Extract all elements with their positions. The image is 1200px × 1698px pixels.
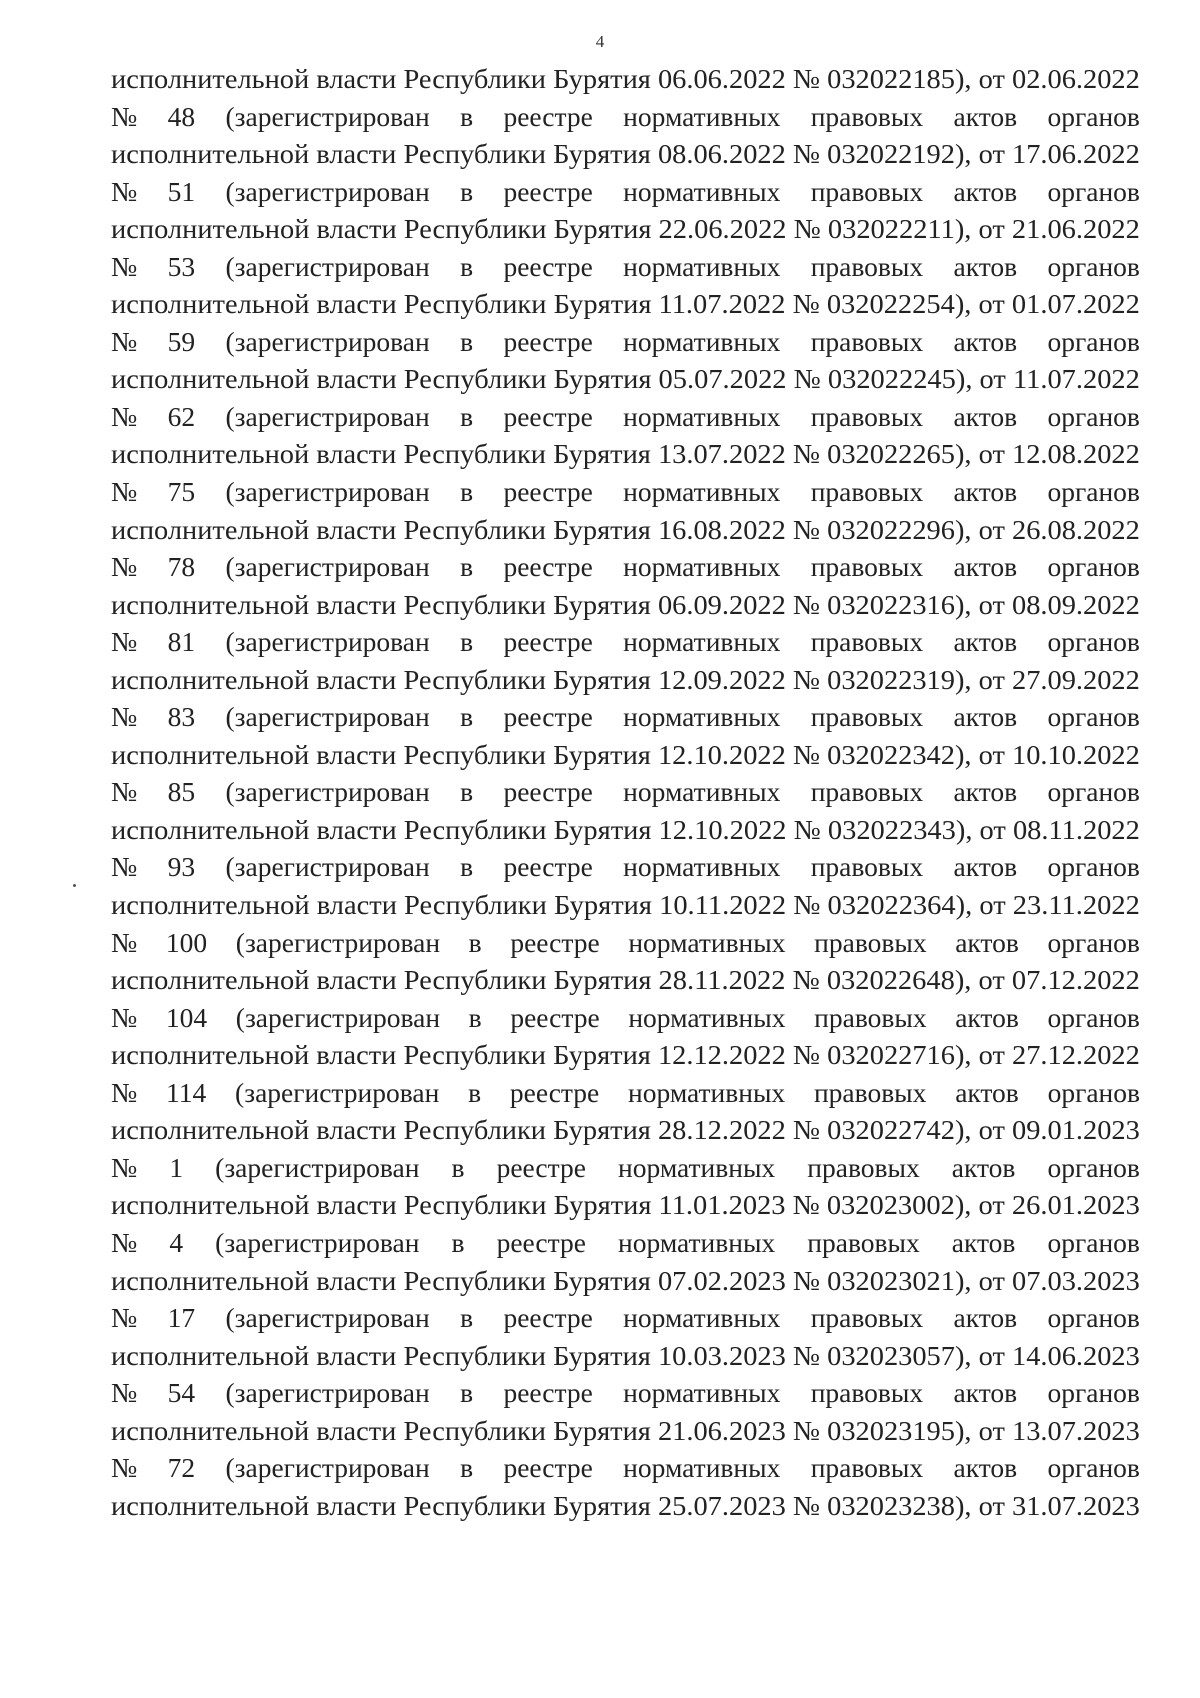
word: (зарегистрирован bbox=[225, 776, 430, 808]
word: в bbox=[460, 400, 474, 432]
word: № bbox=[111, 400, 138, 432]
text-line bbox=[111, 811, 1140, 849]
word: актов bbox=[955, 1001, 1019, 1033]
word: нормативных bbox=[623, 1377, 781, 1409]
justified-line bbox=[111, 1224, 1140, 1262]
text-line bbox=[111, 736, 1140, 774]
justified-line bbox=[111, 473, 1140, 511]
word: № bbox=[111, 100, 138, 132]
line-text: исполнительной власти Республики Бурятия 28.12.2022 № 032022742), от 09.01.2023 bbox=[111, 1114, 1140, 1146]
text-line bbox=[111, 1337, 1140, 1375]
word: правовых bbox=[810, 851, 924, 883]
line-text: исполнительной власти Республики Бурятия 05.07.2022 № 032022245), от 11.07.2022 bbox=[111, 363, 1140, 395]
word: (зарегистрирован bbox=[225, 325, 430, 357]
word: актов bbox=[953, 250, 1018, 282]
word: органов bbox=[1047, 1377, 1140, 1409]
word: реестре bbox=[503, 1452, 593, 1484]
word: нормативных bbox=[623, 100, 781, 132]
justified-line bbox=[111, 398, 1140, 436]
word: нормативных bbox=[618, 1226, 776, 1258]
text-line bbox=[111, 135, 1140, 173]
word: нормативных bbox=[623, 701, 781, 733]
word: актов bbox=[953, 551, 1018, 583]
line-text: исполнительной власти Республики Бурятия 12.10.2022 № 032022342), от 10.10.2022 bbox=[111, 738, 1140, 770]
word: реестре bbox=[496, 1226, 586, 1258]
word: органов bbox=[1047, 1001, 1140, 1033]
word: реестре bbox=[503, 476, 593, 508]
word: (зарегистрирован bbox=[225, 1452, 430, 1484]
word: правовых bbox=[807, 1151, 920, 1183]
word: реестре bbox=[503, 701, 593, 733]
word: в bbox=[460, 175, 474, 207]
word: (зарегистрирован bbox=[215, 1151, 420, 1183]
word: актов bbox=[951, 1151, 1016, 1183]
word: правовых bbox=[814, 926, 927, 958]
text-line bbox=[111, 435, 1140, 473]
word: 75 bbox=[167, 476, 196, 508]
line-text: исполнительной власти Республики Бурятия 10.11.2022 № 032022364), от 23.11.2022 bbox=[111, 889, 1140, 921]
word: 93 bbox=[167, 851, 196, 883]
word: нормативных bbox=[623, 626, 781, 658]
word: актов bbox=[953, 325, 1018, 357]
justified-line bbox=[111, 924, 1140, 962]
word: (зарегистрирован bbox=[225, 400, 430, 432]
word: (зарегистрирован bbox=[225, 1302, 430, 1334]
word: правовых bbox=[810, 100, 924, 132]
word: реестре bbox=[503, 175, 593, 207]
word: правовых bbox=[810, 701, 924, 733]
word: нормативных bbox=[618, 1151, 776, 1183]
word: нормативных bbox=[623, 250, 781, 282]
line-text: исполнительной власти Республики Бурятия 21.06.2023 № 032023195), от 13.07.2023 bbox=[111, 1414, 1140, 1446]
word: в bbox=[460, 1377, 474, 1409]
word: нормативных bbox=[623, 851, 781, 883]
word: органов bbox=[1047, 1452, 1140, 1484]
word: № bbox=[111, 175, 138, 207]
word: 72 bbox=[167, 1452, 196, 1484]
line-text: исполнительной власти Республики Бурятия 13.07.2022 № 032022265), от 12.08.2022 bbox=[111, 438, 1140, 470]
text-line bbox=[111, 285, 1140, 323]
line-text: исполнительной власти Республики Бурятия 06.06.2022 № 032022185), от 02.06.2022 bbox=[111, 63, 1140, 94]
word: 104 bbox=[165, 1001, 208, 1033]
justified-line bbox=[111, 98, 1140, 136]
word: (зарегистрирован bbox=[225, 250, 430, 282]
word: актов bbox=[953, 100, 1018, 132]
text-line bbox=[111, 961, 1140, 999]
word: актов bbox=[953, 1377, 1018, 1409]
word: реестре bbox=[496, 1151, 586, 1183]
text-line bbox=[111, 661, 1140, 699]
word: № bbox=[111, 1302, 138, 1334]
justified-line bbox=[111, 1074, 1140, 1112]
word: нормативных bbox=[623, 551, 781, 583]
word: актов bbox=[953, 1302, 1018, 1334]
justified-line bbox=[111, 1374, 1140, 1412]
text-line bbox=[111, 886, 1140, 924]
word: нормативных bbox=[623, 325, 781, 357]
line-text: исполнительной власти Республики Бурятия 11.07.2022 № 032022254), от 01.07.2022 bbox=[111, 288, 1140, 320]
word: (зарегистрирован bbox=[225, 476, 430, 508]
word: нормативных bbox=[628, 1076, 786, 1108]
word: реестре bbox=[503, 851, 593, 883]
word: правовых bbox=[810, 1452, 924, 1484]
justified-line bbox=[111, 848, 1140, 886]
word: 53 bbox=[167, 250, 196, 282]
word: реестре bbox=[503, 776, 593, 808]
word: нормативных bbox=[628, 926, 786, 958]
word: актов bbox=[955, 926, 1019, 958]
word: правовых bbox=[810, 476, 924, 508]
word: 78 bbox=[167, 551, 196, 583]
line-text: исполнительной власти Республики Бурятия 12.09.2022 № 032022319), от 27.09.2022 bbox=[111, 663, 1140, 695]
word: актов bbox=[953, 175, 1018, 207]
word: органов bbox=[1047, 325, 1140, 357]
line-text: исполнительной власти Республики Бурятия 16.08.2022 № 032022296), от 26.08.2022 bbox=[111, 513, 1140, 545]
word: органов bbox=[1047, 1226, 1140, 1258]
word: № bbox=[111, 1001, 138, 1033]
word: № bbox=[111, 1452, 138, 1484]
word: нормативных bbox=[623, 476, 781, 508]
word: № bbox=[111, 325, 138, 357]
word: (зарегистрирован bbox=[235, 926, 441, 958]
word: 85 bbox=[167, 776, 196, 808]
line-text: исполнительной власти Республики Бурятия 25.07.2023 № 032023238), от 31.07.2023 bbox=[111, 1489, 1140, 1521]
word: в bbox=[451, 1151, 465, 1183]
line-text: исполнительной власти Республики Бурятия 28.11.2022 № 032022648), от 07.12.2022 bbox=[111, 964, 1140, 996]
text-line bbox=[111, 1412, 1140, 1450]
word: правовых bbox=[810, 1377, 924, 1409]
word: органов bbox=[1047, 551, 1140, 583]
word: органов bbox=[1047, 1151, 1140, 1183]
word: нормативных bbox=[623, 1302, 781, 1334]
word: органов bbox=[1047, 476, 1140, 508]
word: в bbox=[460, 1452, 474, 1484]
word: № bbox=[111, 776, 138, 808]
word: органов bbox=[1047, 701, 1140, 733]
word: № bbox=[111, 1151, 138, 1183]
word: (зарегистрирован bbox=[225, 701, 430, 733]
word: правовых bbox=[810, 1302, 924, 1334]
word: (зарегистрирован bbox=[225, 100, 430, 132]
word: правовых bbox=[814, 1001, 927, 1033]
word: № bbox=[111, 551, 138, 583]
justified-line bbox=[111, 323, 1140, 361]
word: правовых bbox=[810, 551, 924, 583]
word: органов bbox=[1047, 926, 1140, 958]
word: правовых bbox=[810, 776, 924, 808]
text-line bbox=[111, 60, 1140, 98]
word: актов bbox=[953, 626, 1018, 658]
word: в bbox=[460, 1302, 474, 1334]
word: 81 bbox=[167, 626, 196, 658]
word: в bbox=[460, 250, 474, 282]
word: реестре bbox=[503, 100, 593, 132]
word: в bbox=[460, 551, 474, 583]
word: нормативных bbox=[623, 776, 781, 808]
word: органов bbox=[1047, 626, 1140, 658]
word: реестре bbox=[503, 325, 593, 357]
word: актов bbox=[953, 400, 1018, 432]
word: 17 bbox=[167, 1302, 196, 1334]
word: нормативных bbox=[623, 175, 781, 207]
word: органов bbox=[1047, 175, 1140, 207]
word: (зарегистрирован bbox=[225, 626, 430, 658]
word: нормативных bbox=[628, 1001, 786, 1033]
word: № bbox=[111, 250, 138, 282]
word: (зарегистрирован bbox=[225, 551, 430, 583]
word: № bbox=[111, 851, 138, 883]
word: актов bbox=[953, 1452, 1018, 1484]
word: в bbox=[468, 1076, 482, 1108]
word: 48 bbox=[167, 100, 196, 132]
word: правовых bbox=[810, 626, 924, 658]
page-number: 4 bbox=[595, 32, 605, 51]
justified-line bbox=[111, 999, 1140, 1037]
text-line bbox=[111, 1487, 1140, 1525]
word: реестре bbox=[503, 551, 593, 583]
word: в bbox=[460, 776, 474, 808]
word: в bbox=[468, 926, 482, 958]
word: правовых bbox=[810, 175, 924, 207]
line-text: исполнительной власти Республики Бурятия 06.09.2022 № 032022316), от 08.09.2022 bbox=[111, 588, 1140, 620]
line-text: исполнительной власти Республики Бурятия 07.02.2023 № 032023021), от 07.03.2023 bbox=[111, 1264, 1140, 1296]
text-line bbox=[111, 511, 1140, 549]
word: в bbox=[460, 851, 474, 883]
word: реестре bbox=[510, 1001, 600, 1033]
word: реестре bbox=[509, 1076, 600, 1108]
word: реестре bbox=[510, 926, 600, 958]
word: актов bbox=[953, 701, 1018, 733]
word: реестре bbox=[503, 626, 593, 658]
word: в bbox=[460, 476, 474, 508]
word: реестре bbox=[503, 250, 593, 282]
text-line bbox=[111, 1186, 1140, 1224]
word: № bbox=[111, 1226, 138, 1258]
word: 51 bbox=[167, 175, 196, 207]
word: № bbox=[111, 1377, 138, 1409]
word: нормативных bbox=[623, 1452, 781, 1484]
word: 62 bbox=[167, 400, 196, 432]
justified-line bbox=[111, 1449, 1140, 1487]
justified-line bbox=[111, 248, 1140, 286]
word: правовых bbox=[810, 400, 924, 432]
word: правовых bbox=[810, 250, 924, 282]
word: органов bbox=[1047, 1076, 1140, 1108]
word: № bbox=[111, 1076, 138, 1108]
word: правовых bbox=[807, 1226, 920, 1258]
word: 59 bbox=[167, 325, 196, 357]
word: 114 bbox=[166, 1076, 207, 1108]
word: правовых bbox=[810, 325, 924, 357]
text-line bbox=[111, 586, 1140, 624]
word: № bbox=[111, 926, 138, 958]
line-text: исполнительной власти Республики Бурятия 12.12.2022 № 032022716), от 27.12.2022 bbox=[111, 1039, 1140, 1071]
word: № bbox=[111, 476, 138, 508]
word: (зарегистрирован bbox=[225, 1377, 430, 1409]
word: 4 bbox=[169, 1226, 184, 1258]
justified-line bbox=[111, 1299, 1140, 1337]
word: правовых bbox=[813, 1076, 927, 1108]
word: в bbox=[460, 100, 474, 132]
word: в bbox=[460, 701, 474, 733]
word: (зарегистрирован bbox=[225, 851, 430, 883]
line-text: исполнительной власти Республики Бурятия 22.06.2022 № 032022211), от 21.06.2022 bbox=[111, 213, 1140, 245]
word: актов bbox=[953, 776, 1018, 808]
text-line bbox=[111, 360, 1140, 398]
word: в bbox=[451, 1226, 465, 1258]
word: нормативных bbox=[623, 400, 781, 432]
word: 100 bbox=[165, 926, 208, 958]
word: актов bbox=[953, 851, 1018, 883]
word: № bbox=[111, 626, 138, 658]
word: (зарегистрирован bbox=[235, 1076, 440, 1108]
document-body bbox=[111, 60, 1140, 1524]
justified-line bbox=[111, 1149, 1140, 1187]
word: актов bbox=[953, 476, 1018, 508]
justified-line bbox=[111, 173, 1140, 211]
line-text: исполнительной власти Республики Бурятия 11.01.2023 № 032023002), от 26.01.2023 bbox=[111, 1189, 1140, 1221]
word: реестре bbox=[503, 1377, 593, 1409]
justified-line bbox=[111, 698, 1140, 736]
word: актов bbox=[955, 1076, 1019, 1108]
word: в bbox=[460, 626, 474, 658]
word: органов bbox=[1047, 776, 1140, 808]
word: в bbox=[460, 325, 474, 357]
word: 54 bbox=[167, 1377, 196, 1409]
line-text: исполнительной власти Республики Бурятия 10.03.2023 № 032023057), от 14.06.2023 bbox=[111, 1339, 1140, 1371]
justified-line bbox=[111, 548, 1140, 586]
text-line bbox=[111, 1262, 1140, 1300]
word: 83 bbox=[167, 701, 196, 733]
word: реестре bbox=[503, 1302, 593, 1334]
scan-artifact-dot bbox=[73, 884, 76, 887]
text-line bbox=[111, 1111, 1140, 1149]
line-text: исполнительной власти Республики Бурятия 08.06.2022 № 032022192), от 17.06.2022 bbox=[111, 138, 1140, 170]
word: (зарегистрирован bbox=[235, 1001, 441, 1033]
text-line bbox=[111, 210, 1140, 248]
word: в bbox=[468, 1001, 482, 1033]
word: реестре bbox=[503, 400, 593, 432]
word: 1 bbox=[169, 1151, 184, 1183]
word: органов bbox=[1047, 250, 1140, 282]
word: органов bbox=[1047, 1302, 1140, 1334]
line-text: исполнительной власти Республики Бурятия 12.10.2022 № 032022343), от 08.11.2022 bbox=[111, 813, 1140, 845]
justified-line bbox=[111, 623, 1140, 661]
word: (зарегистрирован bbox=[215, 1226, 420, 1258]
word: органов bbox=[1047, 400, 1140, 432]
word: (зарегистрирован bbox=[225, 175, 430, 207]
justified-line bbox=[111, 773, 1140, 811]
word: органов bbox=[1047, 100, 1140, 132]
word: актов bbox=[951, 1226, 1016, 1258]
word: № bbox=[111, 701, 138, 733]
text-line bbox=[111, 1036, 1140, 1074]
word: органов bbox=[1047, 851, 1140, 883]
